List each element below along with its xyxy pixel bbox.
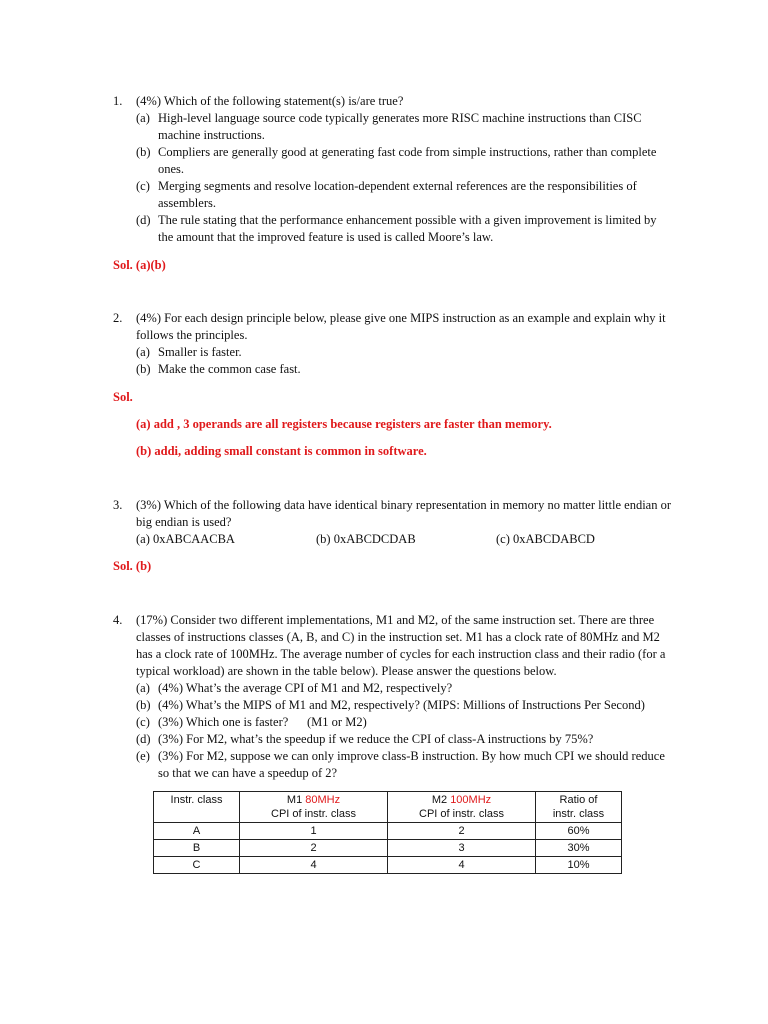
question-number: 1. <box>113 94 123 108</box>
option-a: (a) (4%) What’s the average CPI of M1 and M2, respectively? <box>136 681 453 695</box>
table-cell: B <box>154 840 240 857</box>
option-c: (c) 0xABCDABCD <box>496 532 595 546</box>
table-cell: 60% <box>536 823 622 840</box>
solution-2-answer-a: (a) add , 3 operands are all registers because registers are faster than memory. <box>136 417 552 431</box>
option-e: (e) (3%) For M2, suppose we can only improve class-B instruction. By how much CPI we should reduce so that we can have a speedup of 2? <box>136 749 665 780</box>
solution-2: Sol. <box>113 390 133 404</box>
question-2 <box>113 310 673 378</box>
table-header-cell: M2 100MHz CPI of instr. class <box>388 792 536 823</box>
option-c: (c) Merging segments and resolve location-dependent external references are the responsibilities of assemblers. <box>136 179 637 210</box>
solution-3: Sol. (b) <box>113 559 152 573</box>
table-cell: 2 <box>240 840 388 857</box>
table-cell: 4 <box>240 857 388 874</box>
table-row <box>154 840 622 857</box>
option-b: (b) Make the common case fast. <box>136 362 301 376</box>
table-cell: 4 <box>388 857 536 874</box>
solution-2-answer-b: (b) addi, adding small constant is common in software. <box>136 444 427 458</box>
option-d: (d) The rule stating that the performance enhancement possible with a given improvement is limited by the amount that the improved feature is used is called Moore’s law. <box>136 213 657 244</box>
question-text: (3%) Which of the following data have identical binary representation in memory no matter little endian or big endian is used? <box>136 498 672 529</box>
table-cell: C <box>154 857 240 874</box>
table-row <box>154 823 622 840</box>
table-cell: 30% <box>536 840 622 857</box>
question-text: (17%) Consider two different implementations, M1 and M2, of the same instruction set. There are three classes of instructions classes (A, B, and C) in the instruction set. M1 has a clock rate of 80MHz and M2 has a clock rate of 100MHz. The average number of cycles for each instruction class and their radio (for a typical workload) are shown in the table below). Please answer the questions below. <box>136 613 666 678</box>
option-a: (a) 0xABCAACBA <box>136 532 235 546</box>
cpi-table <box>153 791 622 874</box>
question-3 <box>113 497 673 548</box>
question-text: (4%) For each design principle below, please give one MIPS instruction as an example and explain why it follows the principles. <box>136 311 666 342</box>
question-number: 4. <box>113 613 123 627</box>
table-header-cell: M1 80MHz CPI of instr. class <box>240 792 388 823</box>
question-number: 3. <box>113 498 123 512</box>
option-b: (b) (4%) What’s the MIPS of M1 and M2, respectively? (MIPS: Millions of Instructions Per Second) <box>136 698 645 712</box>
question-text: (4%) Which of the following statement(s) is/are true? <box>136 94 404 108</box>
option-d: (d) (3%) For M2, what’s the speedup if we reduce the CPI of class-A instructions by 75%? <box>136 732 594 746</box>
question-number: 2. <box>113 311 123 325</box>
option-c: (c) (3%) Which one is faster? (M1 or M2) <box>136 715 367 729</box>
table-cell: 1 <box>240 823 388 840</box>
question-4 <box>113 612 673 782</box>
table-cell: 10% <box>536 857 622 874</box>
table-row <box>154 857 622 874</box>
table-cell: 2 <box>388 823 536 840</box>
table-header-cell: Instr. class <box>154 792 240 823</box>
table-header-cell: Ratio of instr. class <box>536 792 622 823</box>
option-a: (a) Smaller is faster. <box>136 345 242 359</box>
table-header-row <box>154 792 622 823</box>
inline-options <box>136 531 673 548</box>
question-1 <box>113 93 673 246</box>
option-b: (b) 0xABCDCDAB <box>316 532 416 546</box>
solution-1: Sol. (a)(b) <box>113 258 166 272</box>
option-a: (a) High-level language source code typically generates more RISC machine instructions than CISC machine instructions. <box>136 111 642 142</box>
table-cell: A <box>154 823 240 840</box>
table-cell: 3 <box>388 840 536 857</box>
option-b: (b) Compliers are generally good at generating fast code from simple instructions, rather than complete ones. <box>136 145 657 176</box>
